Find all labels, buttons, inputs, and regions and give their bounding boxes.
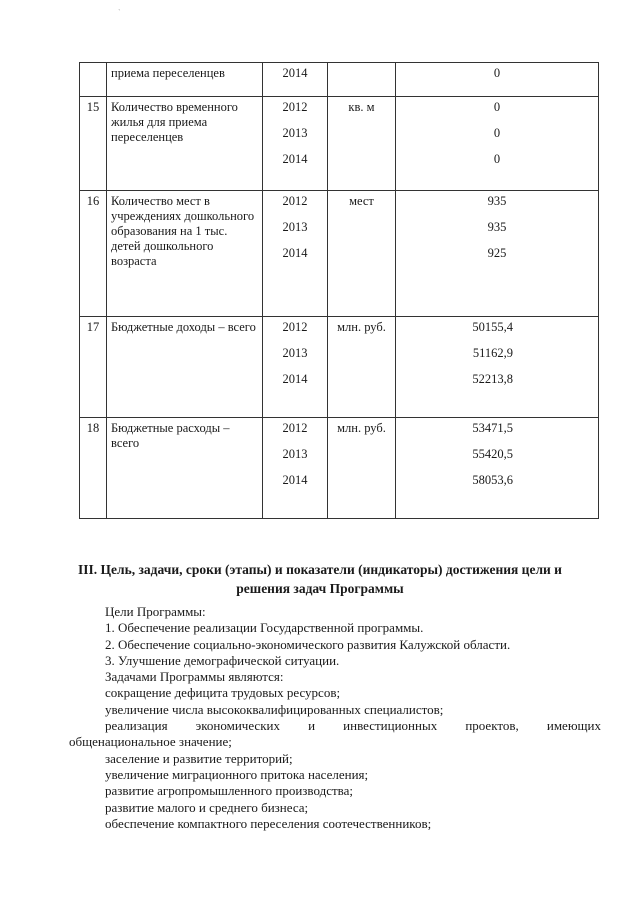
paragraph: сокращение дефицита трудовых ресурсов;: [105, 685, 341, 701]
paragraph: Цели Программы:: [105, 604, 206, 619]
year: 2014: [282, 372, 308, 386]
row-number: 17: [80, 317, 107, 418]
paragraph: Задачами Программы являются:: [105, 669, 284, 685]
year: 2013: [282, 346, 308, 360]
paragraph: 2. Обеспечение социально-экономического развития Калужской области.: [105, 636, 511, 652]
year: 2014: [282, 66, 308, 80]
value-cell: [396, 191, 599, 317]
year: 2012: [282, 100, 308, 114]
year-cell: [263, 317, 328, 418]
unit-cell: [328, 63, 396, 97]
scan-mark: `: [118, 8, 121, 17]
value-cell: [396, 63, 599, 97]
table-row: [80, 63, 599, 97]
paragraph: увеличение числа высококвалифицированных специалистов;: [105, 701, 444, 717]
indicator-name: Бюджетные расходы – всего: [107, 418, 263, 519]
paragraph: реализация экономических и инвестиционных проектов, имеющих: [105, 718, 601, 734]
value: 925: [487, 246, 507, 260]
value-cell: [396, 97, 599, 191]
indicator-name: Бюджетные доходы – всего: [107, 317, 263, 418]
year: 2014: [282, 152, 308, 166]
section-body: [69, 604, 601, 832]
row-number: 18: [80, 418, 107, 519]
year: 2012: [282, 320, 308, 334]
paragraph: заселение и развитие территорий;: [105, 750, 293, 766]
value: 58053,6: [472, 473, 513, 487]
table-row: [80, 418, 599, 519]
unit: кв. м: [328, 97, 396, 191]
value: 52213,8: [472, 372, 513, 386]
year: 2014: [282, 246, 308, 260]
year-cell: [263, 418, 328, 519]
paragraph: 1. Обеспечение реализации Государственной программы.: [105, 620, 424, 636]
table-row: [80, 317, 599, 418]
value: 0: [493, 66, 501, 80]
year-cell: [263, 191, 328, 317]
year-cell: [263, 63, 328, 97]
unit: млн. руб.: [328, 317, 396, 418]
indicator-name: Количество мест в учреждениях дошкольного образования на 1 тыс. детей дошкольного возраста: [107, 191, 263, 317]
section-title-line-1: III. Цель, задачи, сроки (этапы) и показатели (индикаторы) достижения цели и: [78, 562, 562, 577]
value-cell: [396, 317, 599, 418]
row-number: [80, 63, 107, 97]
indicators-table: [79, 62, 599, 519]
value: 935: [487, 220, 507, 234]
indicator-name: приема переселенцев: [107, 63, 263, 97]
value: 55420,5: [472, 447, 513, 461]
paragraph: обеспечение компактного переселения соотечественников;: [105, 815, 432, 831]
indicator-name: Количество временного жилья для приема переселенцев: [107, 97, 263, 191]
table-row: [80, 191, 599, 317]
section-title: [0, 560, 640, 598]
value-cell: [396, 418, 599, 519]
row-number: 15: [80, 97, 107, 191]
value: 51162,9: [472, 346, 513, 360]
value: 53471,5: [472, 421, 513, 435]
year: 2014: [282, 473, 308, 487]
year: 2013: [282, 220, 308, 234]
year: 2012: [282, 194, 308, 208]
paragraph: развитие агропромышленного производства;: [105, 783, 354, 799]
value: 0: [493, 100, 501, 114]
year: 2013: [282, 126, 308, 140]
paragraph: 3. Улучшение демографической ситуации.: [105, 652, 340, 668]
paragraph-continuation: общенациональное значение;: [69, 734, 232, 750]
year: 2012: [282, 421, 308, 435]
unit: млн. руб.: [328, 418, 396, 519]
value: 0: [493, 152, 501, 166]
paragraph: увеличение миграционного притока населения;: [105, 766, 369, 782]
section-title-line-2: решения задач Программы: [236, 581, 404, 596]
value: 50155,4: [472, 320, 513, 334]
unit: мест: [328, 191, 396, 317]
value: 0: [493, 126, 501, 140]
value: 935: [487, 194, 507, 208]
year: 2013: [282, 447, 308, 461]
row-number: 16: [80, 191, 107, 317]
year-cell: [263, 97, 328, 191]
paragraph: развитие малого и среднего бизнеса;: [105, 799, 309, 815]
table-row: [80, 97, 599, 191]
